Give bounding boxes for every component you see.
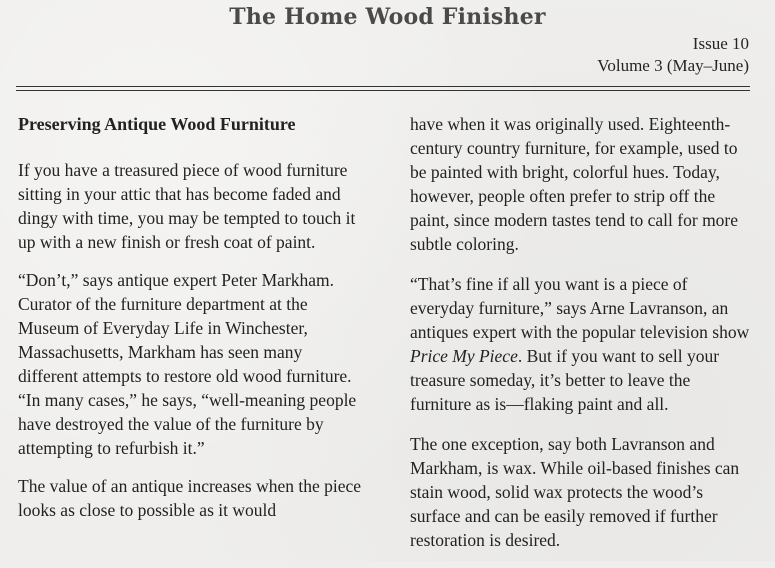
- article-column-right: [410, 112, 755, 568]
- article-paragraph: have when it was originally used. Eighteenth-century country furniture, for example, used to be painted with bright, colorful hues. Today, however, people often prefer to strip off the paint, since modern tastes tend to call for more subtle coloring.: [410, 114, 739, 254]
- quote-lead-text: “That’s fine if all you want is a piece of everyday furniture,” says Arne Lavranson, an antiques expert with the popular television show: [410, 274, 750, 342]
- article-column-left: [18, 112, 366, 536]
- quote-tail-text: . But if you want to sell your treasure someday, it’s better to leave the furniture as is—flaking paint and all.: [410, 346, 720, 414]
- article-paragraph: “Don’t,” says antique expert Peter Markham. Curator of the furniture department at the Museum of Everyday Life in Winchester, Massachusetts, Markham has seen many different attempts to restore old wood furniture. “In many cases,” he says, “well-meaning people have destroyed the value of the furniture by attempting to refurbish it.”: [18, 270, 357, 458]
- issue-number: Issue 10: [692, 34, 749, 53]
- volume-label: Volume 3 (May–June): [597, 56, 749, 75]
- issue-info: [597, 33, 749, 77]
- newsletter-title: The Home Wood Finisher: [229, 4, 546, 30]
- header-rule-bottom: [16, 90, 750, 91]
- article-heading: Preserving Antique Wood Furniture: [18, 114, 296, 134]
- article-paragraph-with-show-title: [410, 272, 755, 416]
- tv-show-title: Price My Piece: [410, 346, 518, 366]
- article-paragraph: The value of an antique increases when the piece looks as close to possible as it would: [18, 476, 362, 520]
- article-paragraph: If you have a treasured piece of wood furniture sitting in your attic that has become faded and dingy with time, you may be tempted to touch it up with a new finish or fresh coat of paint.: [18, 160, 356, 252]
- header-rule-top: [16, 86, 750, 87]
- article-paragraph: The one exception, say both Lavranson and Markham, is wax. While oil-based finishes can stain wood, solid wax protects the wood’s surface and can be easily removed if further restoration is desired.: [410, 434, 740, 550]
